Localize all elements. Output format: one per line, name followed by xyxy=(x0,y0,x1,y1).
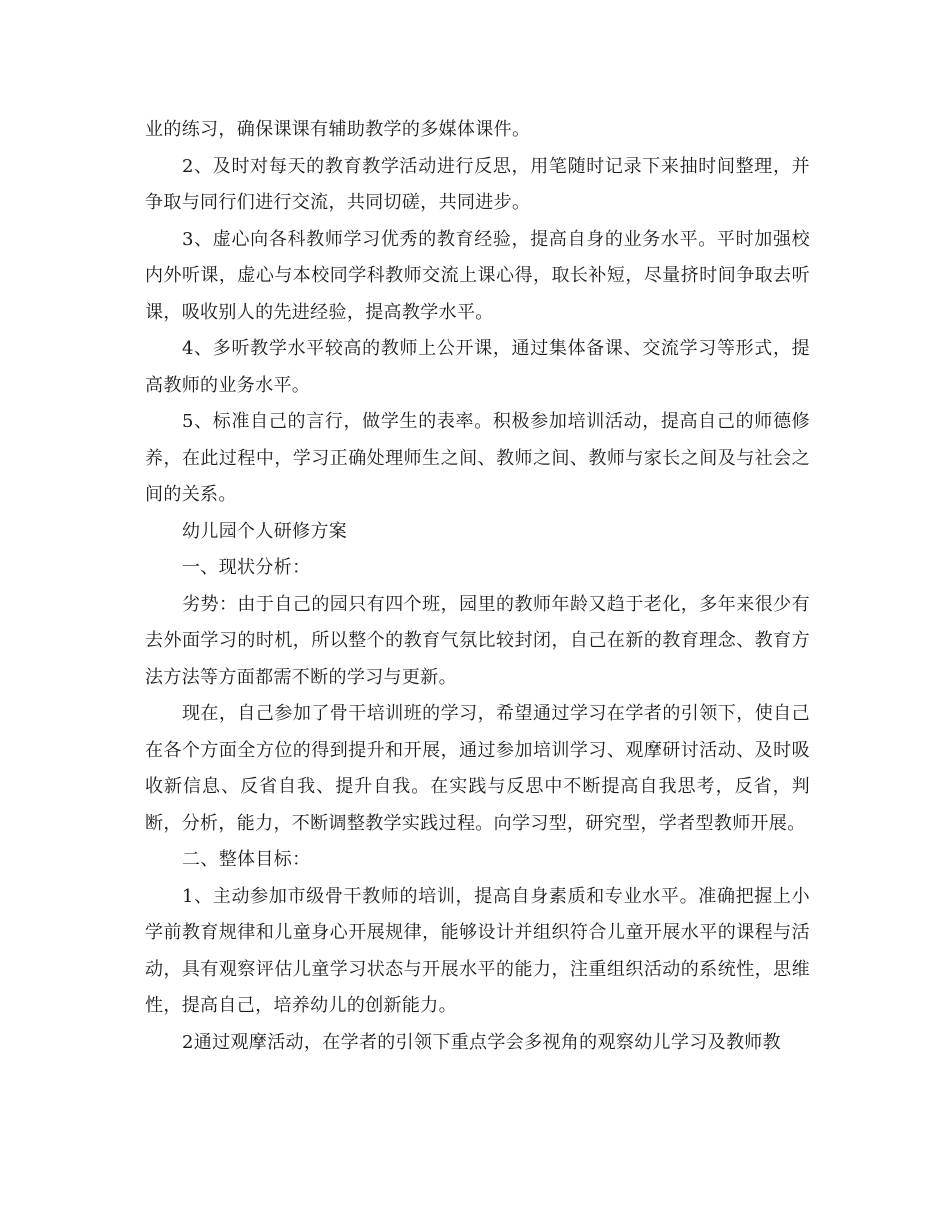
paragraph: 2、及时对每天的教育教学活动进行反思，用笔随时记录下来抽时间整理，并争取与同行们进行交流，共同切磋，共同进步。 xyxy=(145,155,810,213)
section-title: 幼儿园个人研修方案 xyxy=(182,520,348,542)
document-body xyxy=(145,112,810,1061)
paragraph: 4、多听教学水平较高的教师上公开课，通过集体备课、交流学习等形式，提高教师的业务水平。 xyxy=(145,338,810,396)
paragraph: 劣势：由于自己的园只有四个班，园里的教师年龄又趋于老化，多年来很少有去外面学习的时机，所以整个的教育气氛比较封闭，自己在新的教育理念、教育方法方法等方面都需不断的学习与更新。 xyxy=(145,593,810,688)
section-heading: 一、现状分析： xyxy=(182,557,311,578)
paragraph: 2通过观摩活动，在学者的引领下重点学会多视角的观察幼儿学习及教师教 xyxy=(182,1031,781,1053)
section-heading: 二、整体目标： xyxy=(182,849,311,870)
paragraph: 3、虚心向各科教师学习优秀的教育经验，提高自身的业务水平。平时加强校内外听课，虚心与本校同学科教师交流上课心得，取长补短，尽量挤时间争取去听课，吸收别人的先进经验，提高教学水平。 xyxy=(145,228,810,323)
paragraph: 1、主动参加市级骨干教师的培训，提高自身素质和专业水平。准确把握上小学前教育规律和儿童身心开展规律，能够设计并组织符合儿童开展水平的课程与活动，具有观察评估儿童学习状态与开展水平的能力，注重组织活动的系统性，思维性，提高自己，培养幼儿的创新能力。 xyxy=(145,885,810,1016)
paragraph: 现在，自己参加了骨干培训班的学习，希望通过学习在学者的引领下，使自己在各个方面全方位的得到提升和开展，通过参加培训学习、观摩研讨活动、及时吸收新信息、反省自我、提升自我。在实践与反思中不断提高自我思考，反省，判断，分析，能力，不断调整教学实践过程。向学习型，研究型，学者型教师开展。 xyxy=(145,703,810,834)
paragraph: 5、标准自己的言行，做学生的表率。积极参加培训活动，提高自己的师德修养，在此过程中，学习正确处理师生之间、教师之间、教师与家长之间及与社会之间的关系。 xyxy=(145,411,810,505)
paragraph: 业的练习，确保课课有辅助教学的多媒体课件。 xyxy=(145,119,531,140)
